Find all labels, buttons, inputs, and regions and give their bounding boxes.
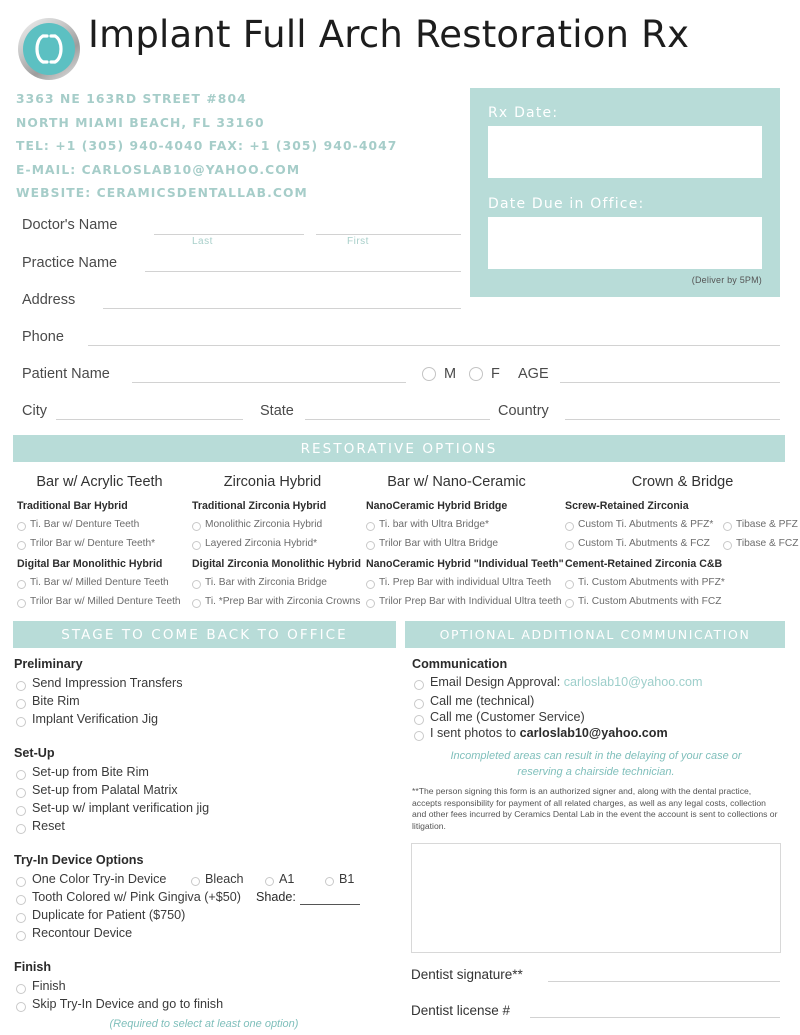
communication-option-text: Email Design Approval: — [430, 675, 564, 689]
stage-option[interactable]: Skip Try-In Device and go to finish — [14, 997, 223, 1011]
country-label: Country — [498, 403, 549, 419]
practice-name-label: Practice Name — [22, 255, 118, 271]
gender-female-radio[interactable] — [469, 367, 483, 381]
tryin-shade-b1-option[interactable]: B1 — [325, 872, 354, 886]
contact-website: WEBSITE: CERAMICSDENTALLAB.COM — [16, 186, 308, 201]
rx-date-panel — [470, 88, 780, 297]
contact-phone-fax: TEL: +1 (305) 940-4040 FAX: +1 (305) 940-4047 — [16, 139, 398, 154]
group-title: NanoCeramic Hybrid "Individual Teeth" — [366, 558, 564, 570]
group-title: Screw-Retained Zirconia — [565, 500, 689, 512]
communication-option-email: carloslab10@yahoo.com — [519, 726, 668, 740]
doctors-name-last-input[interactable] — [154, 234, 304, 235]
stage-option[interactable]: Reset — [14, 819, 65, 833]
group-title: Traditional Zirconia Hybrid — [192, 500, 327, 512]
shade-input[interactable] — [300, 904, 360, 905]
restorative-option[interactable]: Ti. Bar w/ Denture Teeth — [17, 519, 139, 530]
state-label: State — [260, 403, 294, 419]
stage-option[interactable]: Tooth Colored w/ Pink Gingiva (+$50) — [14, 890, 241, 904]
restorative-option[interactable]: Ti. Bar w/ Milled Denture Teeth — [17, 577, 169, 588]
group-title: Traditional Bar Hybrid — [17, 500, 128, 512]
communication-option-text: Call me (technical) — [430, 694, 535, 708]
patient-name-label: Patient Name — [22, 366, 110, 382]
restorative-option[interactable]: Ti. bar with Ultra Bridge* — [366, 519, 489, 530]
doctors-name-first-sublabel: First — [347, 236, 369, 247]
address-label: Address — [22, 292, 76, 308]
phone-label: Phone — [22, 329, 64, 345]
age-label: AGE — [518, 366, 549, 382]
phone-input[interactable] — [88, 345, 780, 346]
communication-section-bar: OPTIONAL ADDITIONAL COMMUNICATION — [405, 621, 785, 648]
stage-option[interactable]: Send Impression Transfers — [14, 676, 183, 690]
group-title: Cement-Retained Zirconia C&B — [565, 558, 723, 570]
stage-section-bar: STAGE TO COME BACK TO OFFICE — [13, 621, 396, 648]
communication-option-text: Call me (Customer Service) — [430, 710, 585, 724]
stage-option[interactable]: Duplicate for Patient ($750) — [14, 908, 185, 922]
dentist-license-label: Dentist license # — [411, 1003, 511, 1018]
restorative-option[interactable]: Ti. Custom Abutments with PFZ* — [565, 577, 725, 588]
rx-date-label: Rx Date: — [488, 105, 559, 121]
restorative-option[interactable]: Tibase & FCZ — [723, 538, 798, 549]
stage-option[interactable]: Bite Rim — [14, 694, 80, 708]
stage-option[interactable]: Finish — [14, 979, 66, 993]
gender-male-label: M — [444, 366, 457, 382]
column-title: Crown & Bridge — [631, 474, 734, 490]
group-heading: Set-Up — [14, 746, 55, 760]
communication-option[interactable] — [412, 710, 585, 724]
patient-name-input[interactable] — [132, 382, 406, 383]
doctors-name-last-sublabel: Last — [192, 236, 213, 247]
restorative-option[interactable]: Trilor Bar w/ Denture Teeth* — [17, 538, 155, 549]
restorative-option[interactable]: Trilor Bar w/ Milled Denture Teeth — [17, 596, 181, 607]
date-due-label: Date Due in Office: — [488, 196, 645, 212]
tryin-shade-a1-option[interactable]: A1 — [265, 872, 294, 886]
group-heading: Try-In Device Options — [14, 853, 144, 867]
incomplete-warning-line1: Incompleted areas can result in the delaying of your case or — [450, 750, 742, 762]
group-heading: Preliminary — [14, 657, 83, 671]
restorative-option[interactable]: Layered Zirconia Hybrid* — [192, 538, 317, 549]
ceramics-dental-lab-logo-icon — [18, 18, 80, 80]
dentist-signature-label: Dentist signature** — [411, 967, 523, 982]
group-title: NanoCeramic Hybrid Bridge — [366, 500, 508, 512]
stage-option[interactable]: Recontour Device — [14, 926, 132, 940]
deliver-by-note: (Deliver by 5PM) — [691, 275, 762, 285]
restorative-option[interactable]: Custom Ti. Abutments & FCZ — [565, 538, 710, 549]
column-title: Bar w/ Acrylic Teeth — [36, 474, 163, 490]
country-input[interactable] — [565, 419, 780, 420]
city-label: City — [22, 403, 47, 419]
stage-option[interactable]: Set-up from Bite Rim — [14, 765, 149, 779]
communication-option[interactable] — [412, 694, 534, 708]
communication-option[interactable] — [412, 675, 703, 689]
legal-fineprint: **The person signing this form is an authorized signer and, along with the dental practice, accepts responsibility for payment of all related charges, as well as any legal costs, collection and other fees incurred by Ceramics Dental Lab in the event the account is sent to collections or litigation. — [412, 786, 778, 831]
gender-male-radio[interactable] — [422, 367, 436, 381]
rx-date-input[interactable] — [488, 126, 762, 178]
contact-address-line1: 3363 NE 163RD STREET #804 — [16, 92, 247, 106]
age-input[interactable] — [560, 382, 780, 383]
lab-contact-block — [16, 88, 436, 206]
communication-option-email: carloslab10@yahoo.com — [563, 675, 703, 689]
restorative-option[interactable]: Ti. Custom Abutments with FCZ — [565, 596, 721, 607]
communication-option[interactable] — [412, 726, 668, 740]
column-title: Zirconia Hybrid — [223, 474, 322, 490]
restorative-option[interactable]: Custom Ti. Abutments & PFZ* — [565, 519, 713, 530]
group-title: Digital Bar Monolithic Hybrid — [17, 558, 163, 570]
restorative-option[interactable]: Monolithic Zirconia Hybrid — [192, 519, 322, 530]
page-title: Implant Full Arch Restoration Rx — [88, 13, 690, 56]
restorative-option[interactable]: Ti. Prep Bar with individual Ultra Teeth — [366, 577, 551, 588]
group-heading: Finish — [14, 960, 52, 974]
address-input[interactable] — [103, 308, 461, 309]
stage-option[interactable]: Set-up w/ implant verification jig — [14, 801, 209, 815]
tryin-shade-bleach-option[interactable]: Bleach — [191, 872, 244, 886]
date-due-input[interactable] — [488, 217, 762, 269]
logo-bracket-glyph — [23, 23, 75, 75]
restorative-option[interactable]: Trilor Prep Bar with Individual Ultra teeth — [366, 596, 562, 607]
group-title: Digital Zirconia Monolithic Hybrid — [192, 558, 361, 570]
doctors-name-first-input[interactable] — [316, 234, 461, 235]
restorative-option[interactable]: Ti. *Prep Bar with Zirconia Crowns — [192, 596, 360, 607]
stage-option[interactable]: Implant Verification Jig — [14, 712, 158, 726]
stage-option[interactable]: Set-up from Palatal Matrix — [14, 783, 178, 797]
stage-option[interactable]: One Color Try-in Device — [14, 872, 166, 886]
contact-address-line2: NORTH MIAMI BEACH, FL 33160 — [16, 115, 265, 130]
practice-name-input[interactable] — [145, 271, 461, 272]
dentist-license-input[interactable] — [530, 1017, 780, 1018]
column-title: Bar w/ Nano-Ceramic — [387, 474, 526, 490]
dentist-signature-input[interactable] — [548, 981, 780, 982]
notes-textarea[interactable] — [411, 843, 781, 953]
incomplete-warning-line2: reserving a chairside technician. — [517, 766, 675, 778]
contact-email: E-MAIL: CARLOSLAB10@YAHOO.COM — [16, 162, 301, 177]
state-input[interactable] — [305, 419, 490, 420]
restorative-option[interactable]: Ti. Bar with Zirconia Bridge — [192, 577, 327, 588]
restorative-options-bar: RESTORATIVE OPTIONS — [13, 435, 785, 462]
restorative-option[interactable]: Tibase & PFZ — [723, 519, 798, 530]
shade-label: Shade: — [256, 890, 296, 904]
doctors-name-label: Doctor's Name — [22, 217, 118, 233]
page-header — [0, 0, 800, 88]
communication-option-text: I sent photos to — [430, 726, 520, 740]
gender-female-label: F — [491, 366, 500, 382]
city-input[interactable] — [56, 419, 243, 420]
finish-required-note: (Required to select at least one option) — [109, 1018, 299, 1030]
restorative-option[interactable]: Trilor Bar with Ultra Bridge — [366, 538, 498, 549]
group-heading: Communication — [412, 657, 508, 671]
